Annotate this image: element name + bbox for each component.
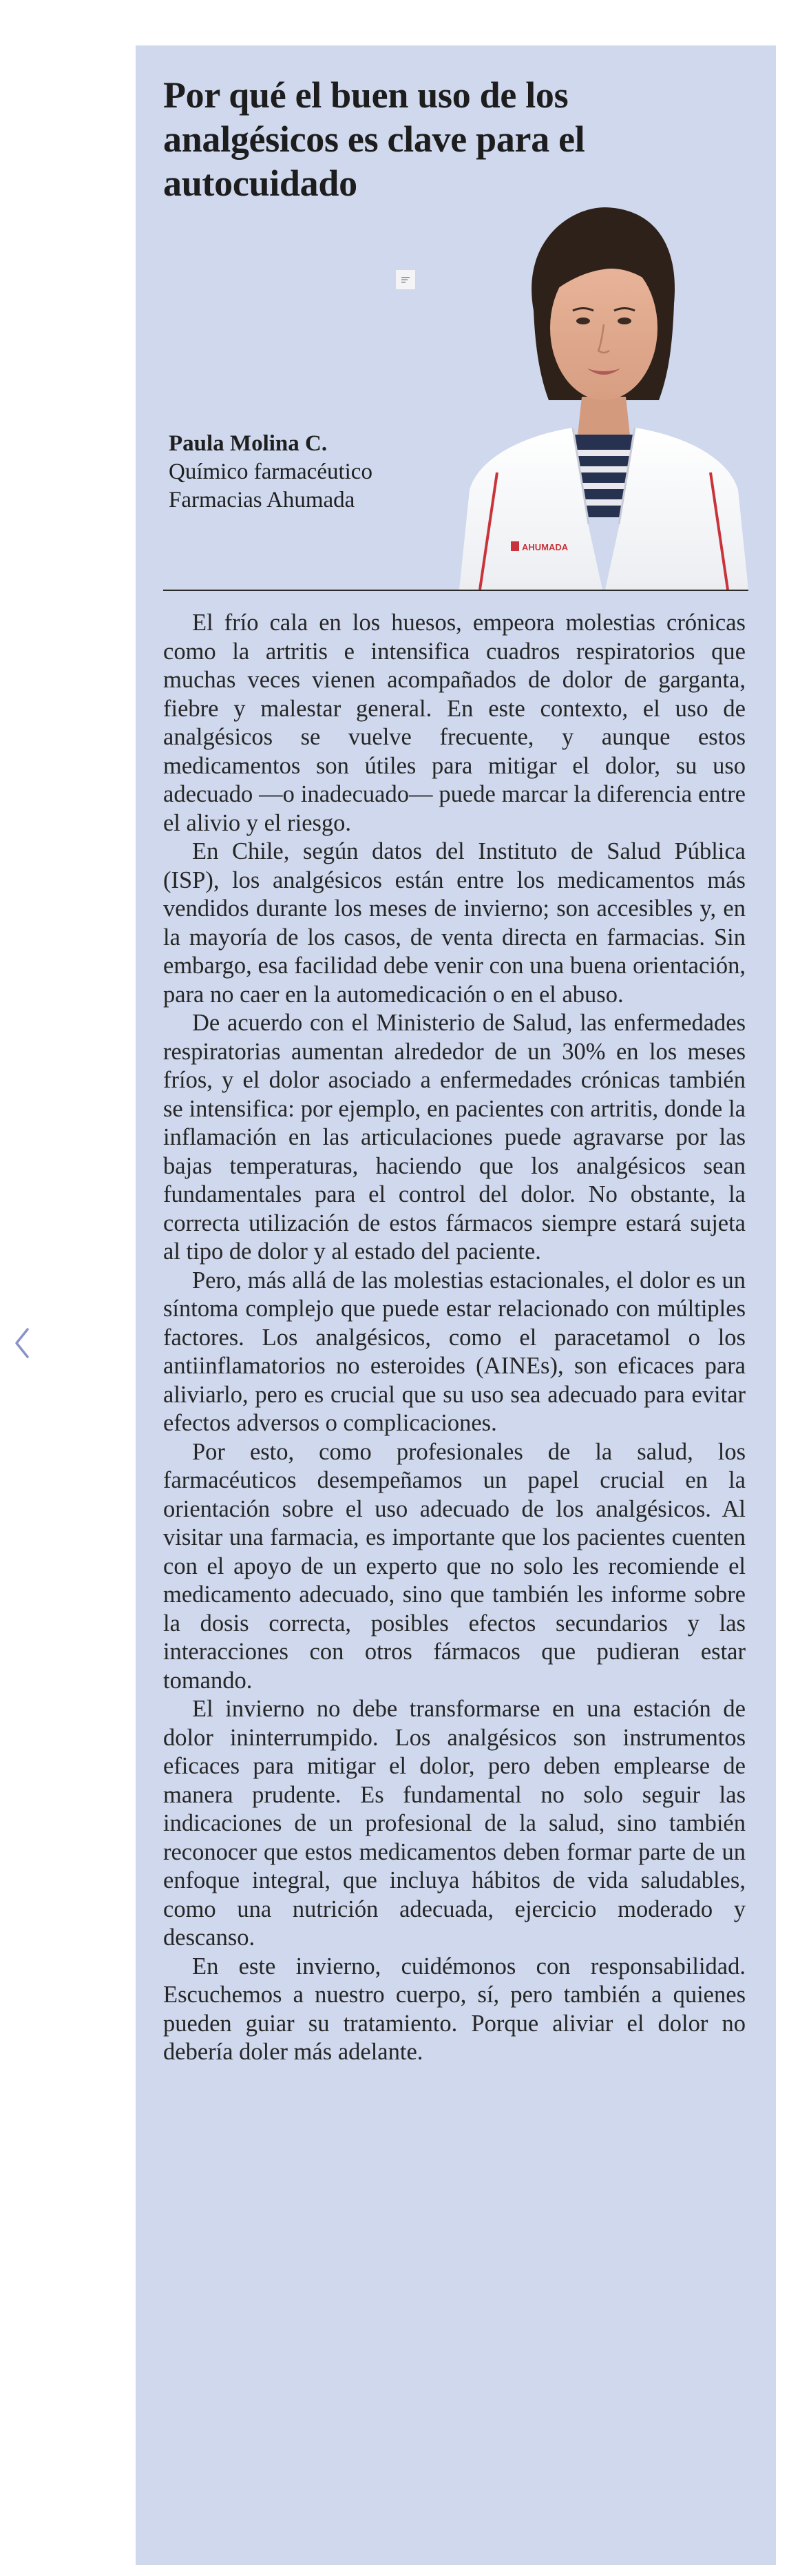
article-title: Por qué el buen uso de los analgésicos es clave para el autocuidado bbox=[163, 74, 585, 204]
paragraph: De acuerdo con el Ministerio de Salud, las enfermedades respiratorias aumentan alrededor de un 30% en los meses fríos, y el dolor asociado a enfermedades crónicas también se intensifica: por ejemplo, en pacientes con artritis, donde la inflamación en las articulaciones puede agravarse por las bajas temperaturas, haciendo que los analgésicos sean fundamentales para el control del dolor. No obstante, la correcta utilización de estos fármacos siempre estará sujeta al tipo de dolor y al estado del paciente. bbox=[163, 1010, 746, 1265]
author-name: Paula Molina C. bbox=[169, 431, 328, 456]
photo-badge-text: AHUMADA bbox=[522, 542, 569, 552]
text-lines-icon[interactable] bbox=[395, 269, 416, 290]
author-role: Químico farmacéutico bbox=[169, 459, 372, 484]
author-photo bbox=[432, 200, 748, 590]
paragraph: Pero, más allá de las molestias estacionales, el dolor es un síntoma complejo que puede estar relacionado con múltiples factores. Los analgésicos, como el paracetamol o los antiinflamatorios no esteroides (AINEs), son eficaces para aliviarlo, pero es crucial que su uso sea adecuado para evitar efectos adversos o complicaciones. bbox=[163, 1267, 746, 1436]
header-divider bbox=[163, 590, 748, 591]
paragraph: El frío cala en los huesos, empeora molestias crónicas como la artritis e intensifica cuadros respiratorios que muchas veces vienen acompañados de dolor de garganta, fiebre y malestar general. En este contexto, el uso de analgésicos se vuelve frecuente, y aunque estos medicamentos son útiles para mitigar el dolor, su uso adecuado —o inadecuado— puede marcar la diferencia entre el alivio y el riesgo. bbox=[163, 610, 746, 836]
paragraph: En este invierno, cuidémonos con responsabilidad. Escuchemos a nuestro cuerpo, sí, pero también a quienes pueden guiar su tratamiento. Porque aliviar el dolor no debería doler más adelante. bbox=[163, 1953, 746, 2065]
article-body bbox=[163, 609, 746, 2067]
previous-page-button[interactable] bbox=[10, 1322, 34, 1364]
paragraph: Por esto, como profesionales de la salud, los farmacéuticos desempeñamos un papel crucial en la orientación sobre el uso adecuado de los analgésicos. Al visitar una farmacia, es importante que los pacientes cuenten con el apoyo de un experto que no solo les recomiende el medicamento adecuado, sino que también les informe sobre la dosis correcta, posibles efectos secundarios y las interacciones con otros fármacos que pudieran estar tomando. bbox=[163, 1438, 746, 1694]
chevron-left-icon bbox=[14, 1327, 30, 1359]
author-affiliation: Farmacias Ahumada bbox=[169, 488, 355, 512]
paragraph: El invierno no debe transformarse en una estación de dolor ininterrumpido. Los analgésicos son instrumentos eficaces para mitigar el dolor, pero deben emplearse de manera prudente. Es fundamental no solo seguir las indicaciones de un profesional de la salud, sino también reconocer que estos medicamentos deben formar parte de un enfoque integral, que incluya hábitos de vida saludables, como una nutrición adecuada, ejercicio moderado y descanso. bbox=[163, 1696, 746, 1951]
author-byline bbox=[169, 430, 372, 515]
paragraph: En Chile, según datos del Instituto de Salud Pública (ISP), los analgésicos están entre los medicamentos más vendidos durante los meses de invierno; son accesibles y, en la mayoría de los casos, de venta directa en farmacias. Sin embargo, esa facilidad debe venir con una buena orientación, para no caer en la automedicación o en el abuso. bbox=[163, 838, 746, 1008]
article-column bbox=[136, 45, 776, 2565]
